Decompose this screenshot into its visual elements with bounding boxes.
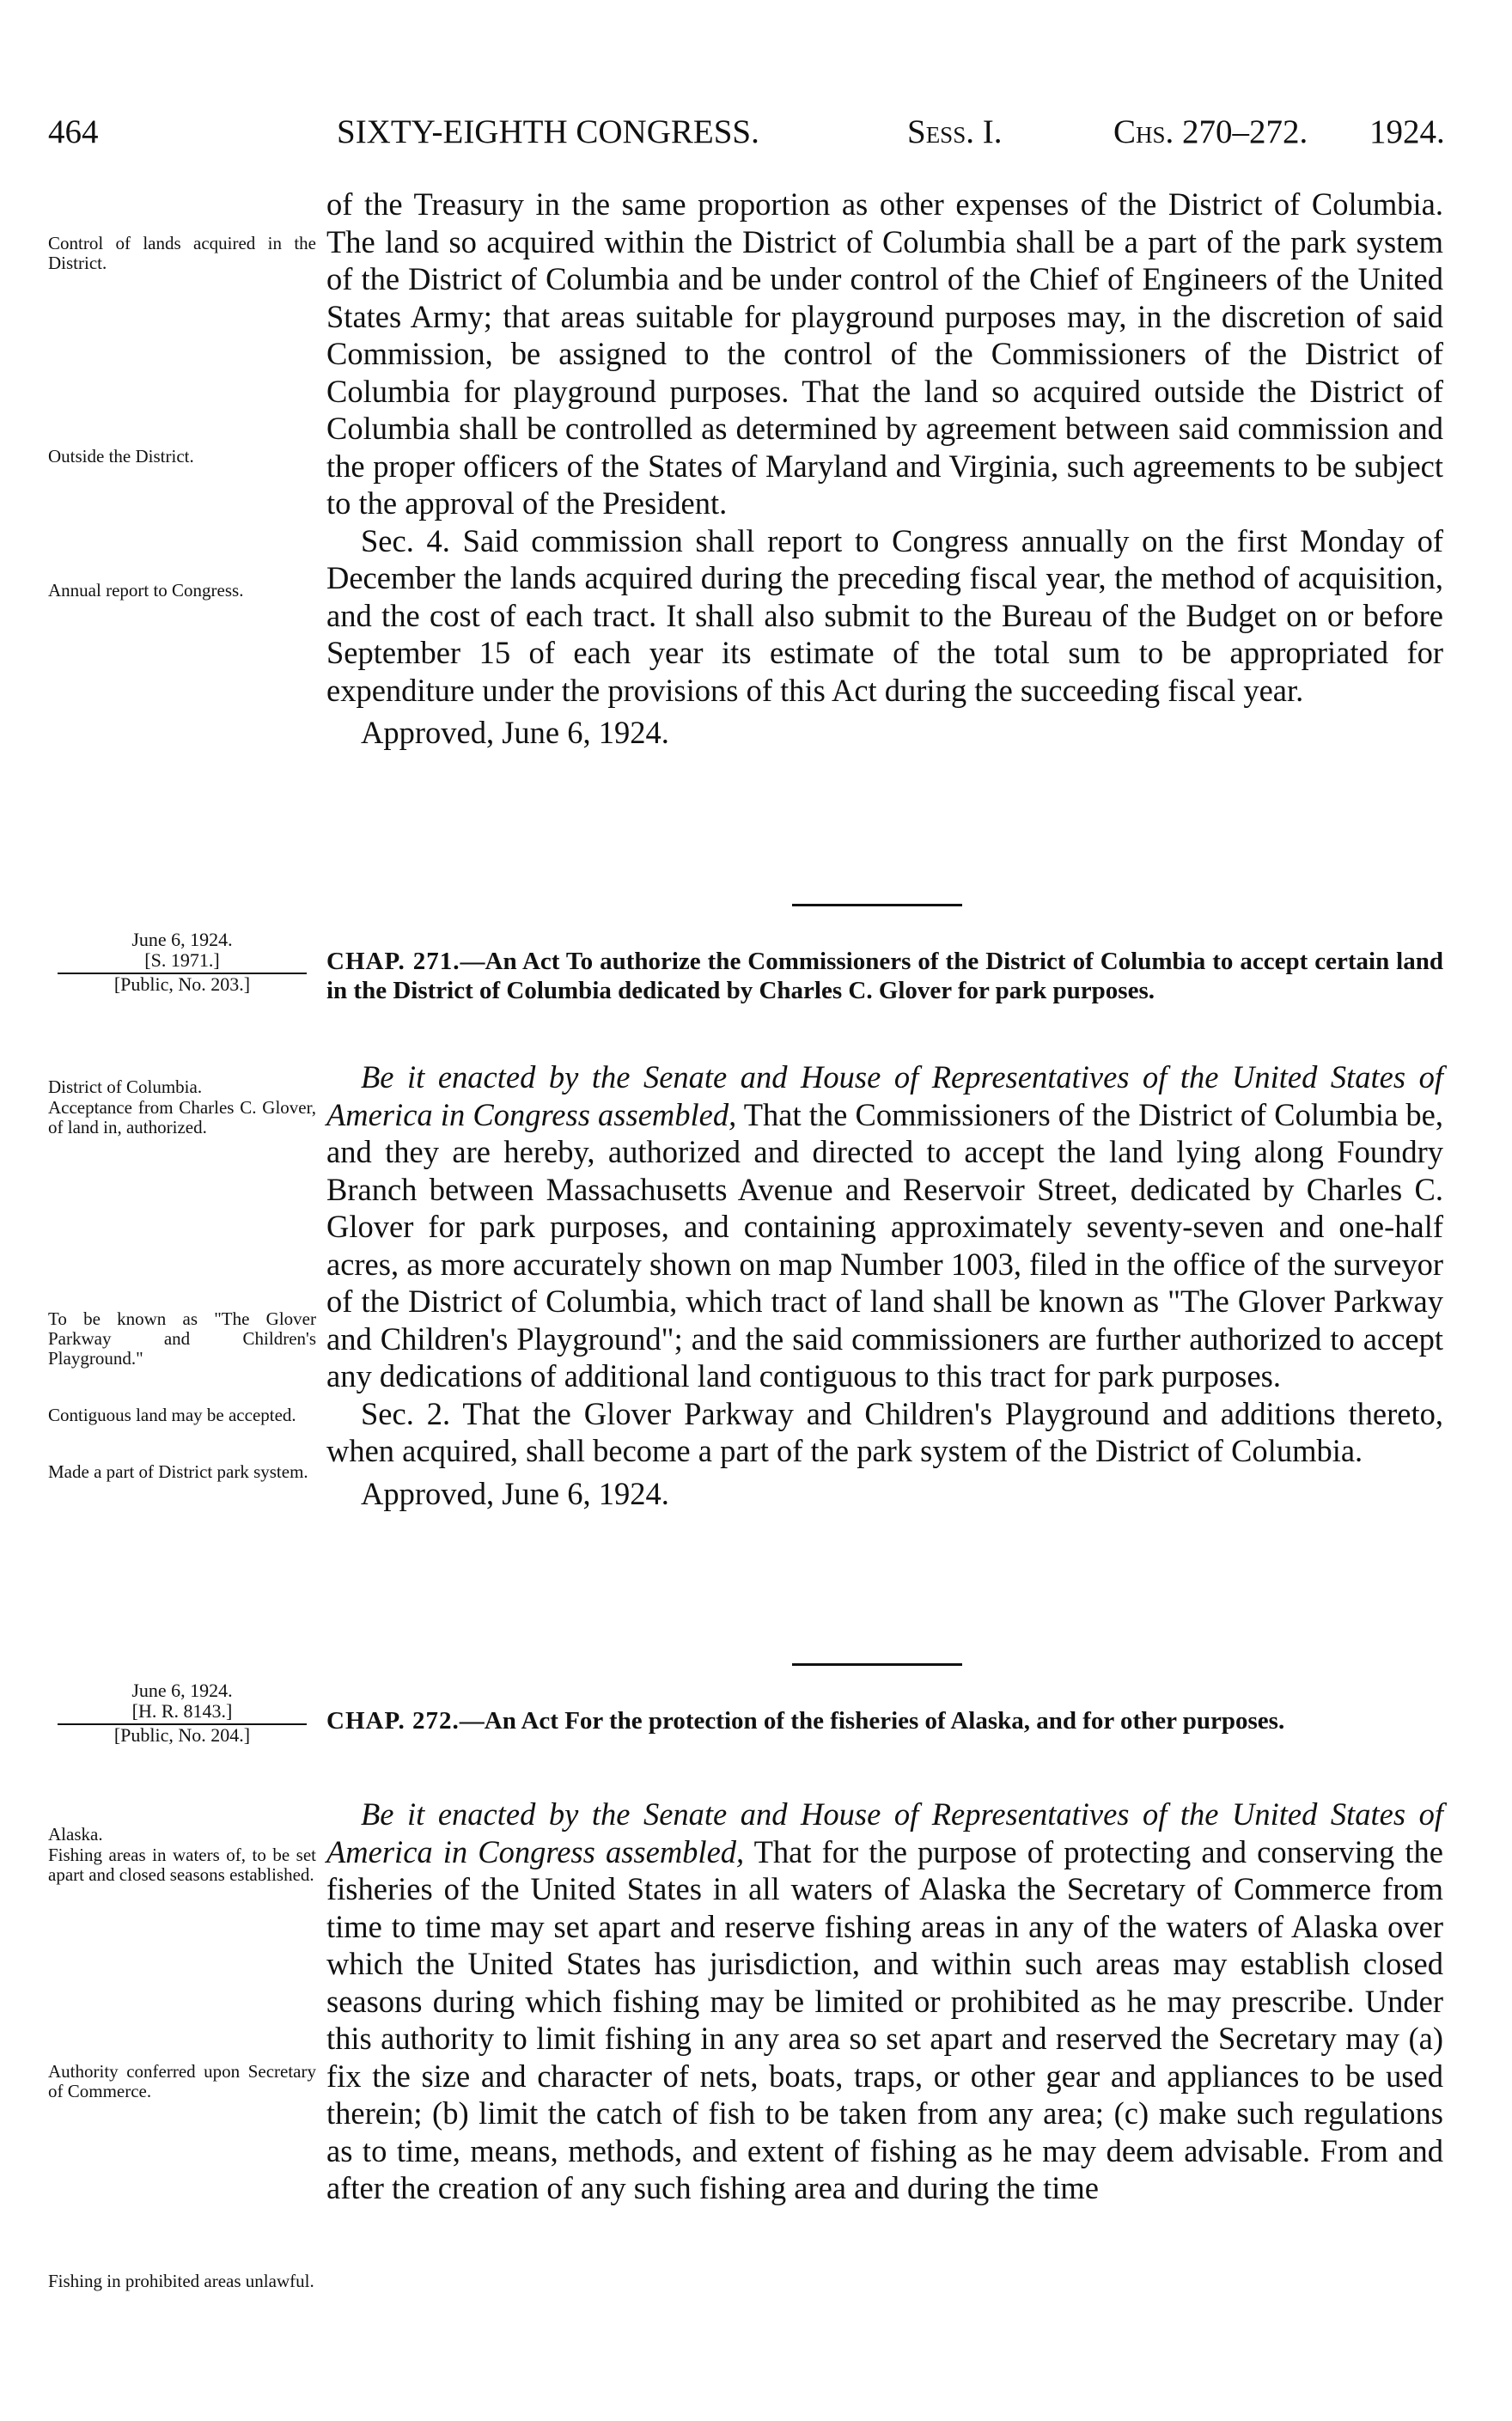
congress-title: SIXTY-EIGHTH CONGRESS.	[337, 113, 759, 150]
chap271-label: CHAP. 271.	[326, 948, 460, 975]
margin-note-glover-parkway: To be known as "The Glover Parkway and Children's Playground."	[48, 1308, 316, 1369]
chap272-public-law: [Public, No. 204.]	[113, 1724, 251, 1746]
chap271-paragraph-1-text: That the Commissioners of the District of Columbia be, and they are hereby, authorized and directed to accept the land lying along Foundry Branch between Massachusetts Avenue and Reservoir Street, dedicated by Charles C. Glover for park purposes, and containing approximately seventy-seven and one-half acres, as more accurately shown on map Number 1003, filed in the office of the surveyor of the District of Columbia, which tract of land shall be known as "The Glover Parkway and Children's Playground"; and the said commissioners are further authorized to accept any dedications of additional land contiguous to this tract for park purposes.	[326, 1096, 1444, 1393]
chap271-paragraph-2: Sec. 2. That the Glover Parkway and Children's Playground and additions thereto, when acquired, shall become a part of the park system of the District of Columbia.	[326, 1395, 1443, 1468]
margin-note-outside-district: Outside the District.	[48, 446, 194, 467]
chap272-dateblock	[48, 1680, 316, 1746]
chap272-label: CHAP. 272.	[326, 1707, 460, 1735]
chap272-heading	[326, 1706, 1443, 1735]
chap271-dateblock	[48, 930, 316, 995]
chap271-date: June 6, 1924.	[131, 929, 233, 950]
chap272-bill: [H. R. 8143.]	[131, 1700, 233, 1722]
chap272-paragraph-1-text: That for the purpose of protecting and conserving the fisheries of the United States in all waters of Alaska the Secretary of Commerce from time to time may set apart and reserve fishing areas in any of the waters of Alaska over which the United States has jurisdiction, and within such areas may establish closed seasons during which fishing may be limited or prohibited as he may prescribe. Under this authority to limit fishing in any area so set apart and reserved the Secretary may (a) fix the size and character of nets, boats, traps, or other gear and appliances to be used therein; (b) limit the catch of fish to be taken from any area; (c) make such regulations as to time, means, methods, and extent of fishing as he may deem advisable. From and after the creation of any such fishing area and during the time	[326, 1833, 1444, 2205]
margin-note-fishing-prohibited: Fishing in prohibited areas unlawful.	[48, 2271, 314, 2291]
chap271-body	[326, 1058, 1443, 1512]
chap272-date: June 6, 1924.	[131, 1680, 233, 1701]
margin-note-fishing-areas: Fishing areas in waters of, to be set apart and closed seasons established.	[48, 1845, 316, 1885]
margin-note-alaska: Alaska.	[48, 1824, 103, 1845]
chapters-label: Chs. 270–272.	[1113, 113, 1308, 150]
chap271-paragraph-1	[326, 1058, 1443, 1395]
chap272-body	[326, 1796, 1443, 2207]
margin-note-district-park: Made a part of District park system.	[48, 1461, 308, 1482]
section1-paragraph-1: of the Treasury in the same proportion as other expenses of the District of Columbia. The land so acquired within the District of Columbia shall be a part of the park system of the District of Columbia and be under control of the Chief of Engineers of the United States Army; that areas suitable for playground purposes may, in the discretion of said Commission, be assigned to the control of the Commissioners of the District of Columbia for playground purposes. That the land so acquired outside the District of Columbia shall be controlled as determined by agreement between said commission and the proper officers of the States of Maryland and Virginia, such agreements to be subject to the approval of the President.	[326, 186, 1443, 521]
margin-note-contiguous-land: Contiguous land may be accepted.	[48, 1405, 296, 1425]
chap271-public-law: [Public, No. 203.]	[113, 973, 251, 995]
chap272-paragraph-1	[326, 1796, 1443, 2207]
page-header	[48, 108, 1445, 156]
margin-note-control-of-lands: Control of lands acquired in the District.	[48, 233, 316, 273]
section1-approved: Approved, June 6, 1924.	[361, 715, 669, 750]
margin-note-district-of-columbia: District of Columbia.	[48, 1076, 203, 1097]
chap271-enacting-clause: Be it enacted by the Senate and House of Representatives of the United States of America in Congress assembled,	[326, 1059, 1443, 1132]
chap271-heading	[326, 947, 1443, 1005]
session-label: Sess. I.	[907, 113, 1003, 150]
chap271-bill: [S. 1971.]	[144, 949, 220, 971]
chap271-approved: Approved, June 6, 1924.	[361, 1475, 669, 1511]
separator-rule-2	[792, 1663, 962, 1666]
margin-note-authority-secretary: Authority conferred upon Secretary of Commerce.	[48, 2061, 316, 2101]
page-number: 464	[48, 113, 99, 150]
chap271-title: —An Act To authorize the Commissioners of the District of Columbia to accept certain land in the District of Columbia dedicated by Charles C. Glover for park purposes.	[326, 948, 1443, 1004]
section1-body	[326, 186, 1443, 752]
section1-paragraph-2: Sec. 4. Said commission shall report to Congress annually on the first Monday of December the lands acquired during the preceding fiscal year, the method of acquisition, and the cost of each tract. It shall also submit to the Bureau of the Budget on or before September 15 of each year its estimate of the total sum to be appropriated for expenditure under the provisions of this Act during the succeeding fiscal year.	[326, 522, 1443, 708]
margin-note-acceptance-glover: Acceptance from Charles C. Glover, of land in, authorized.	[48, 1097, 316, 1137]
chap272-title: —An Act For the protection of the fisheries of Alaska, and for other purposes.	[459, 1707, 1285, 1735]
separator-rule-1	[792, 904, 962, 906]
year-label: 1924.	[1369, 113, 1445, 150]
chap272-enacting-clause: Be it enacted by the Senate and House of Representatives of the United States of America in Congress assembled,	[326, 1796, 1443, 1869]
margin-note-annual-report: Annual report to Congress.	[48, 580, 244, 601]
